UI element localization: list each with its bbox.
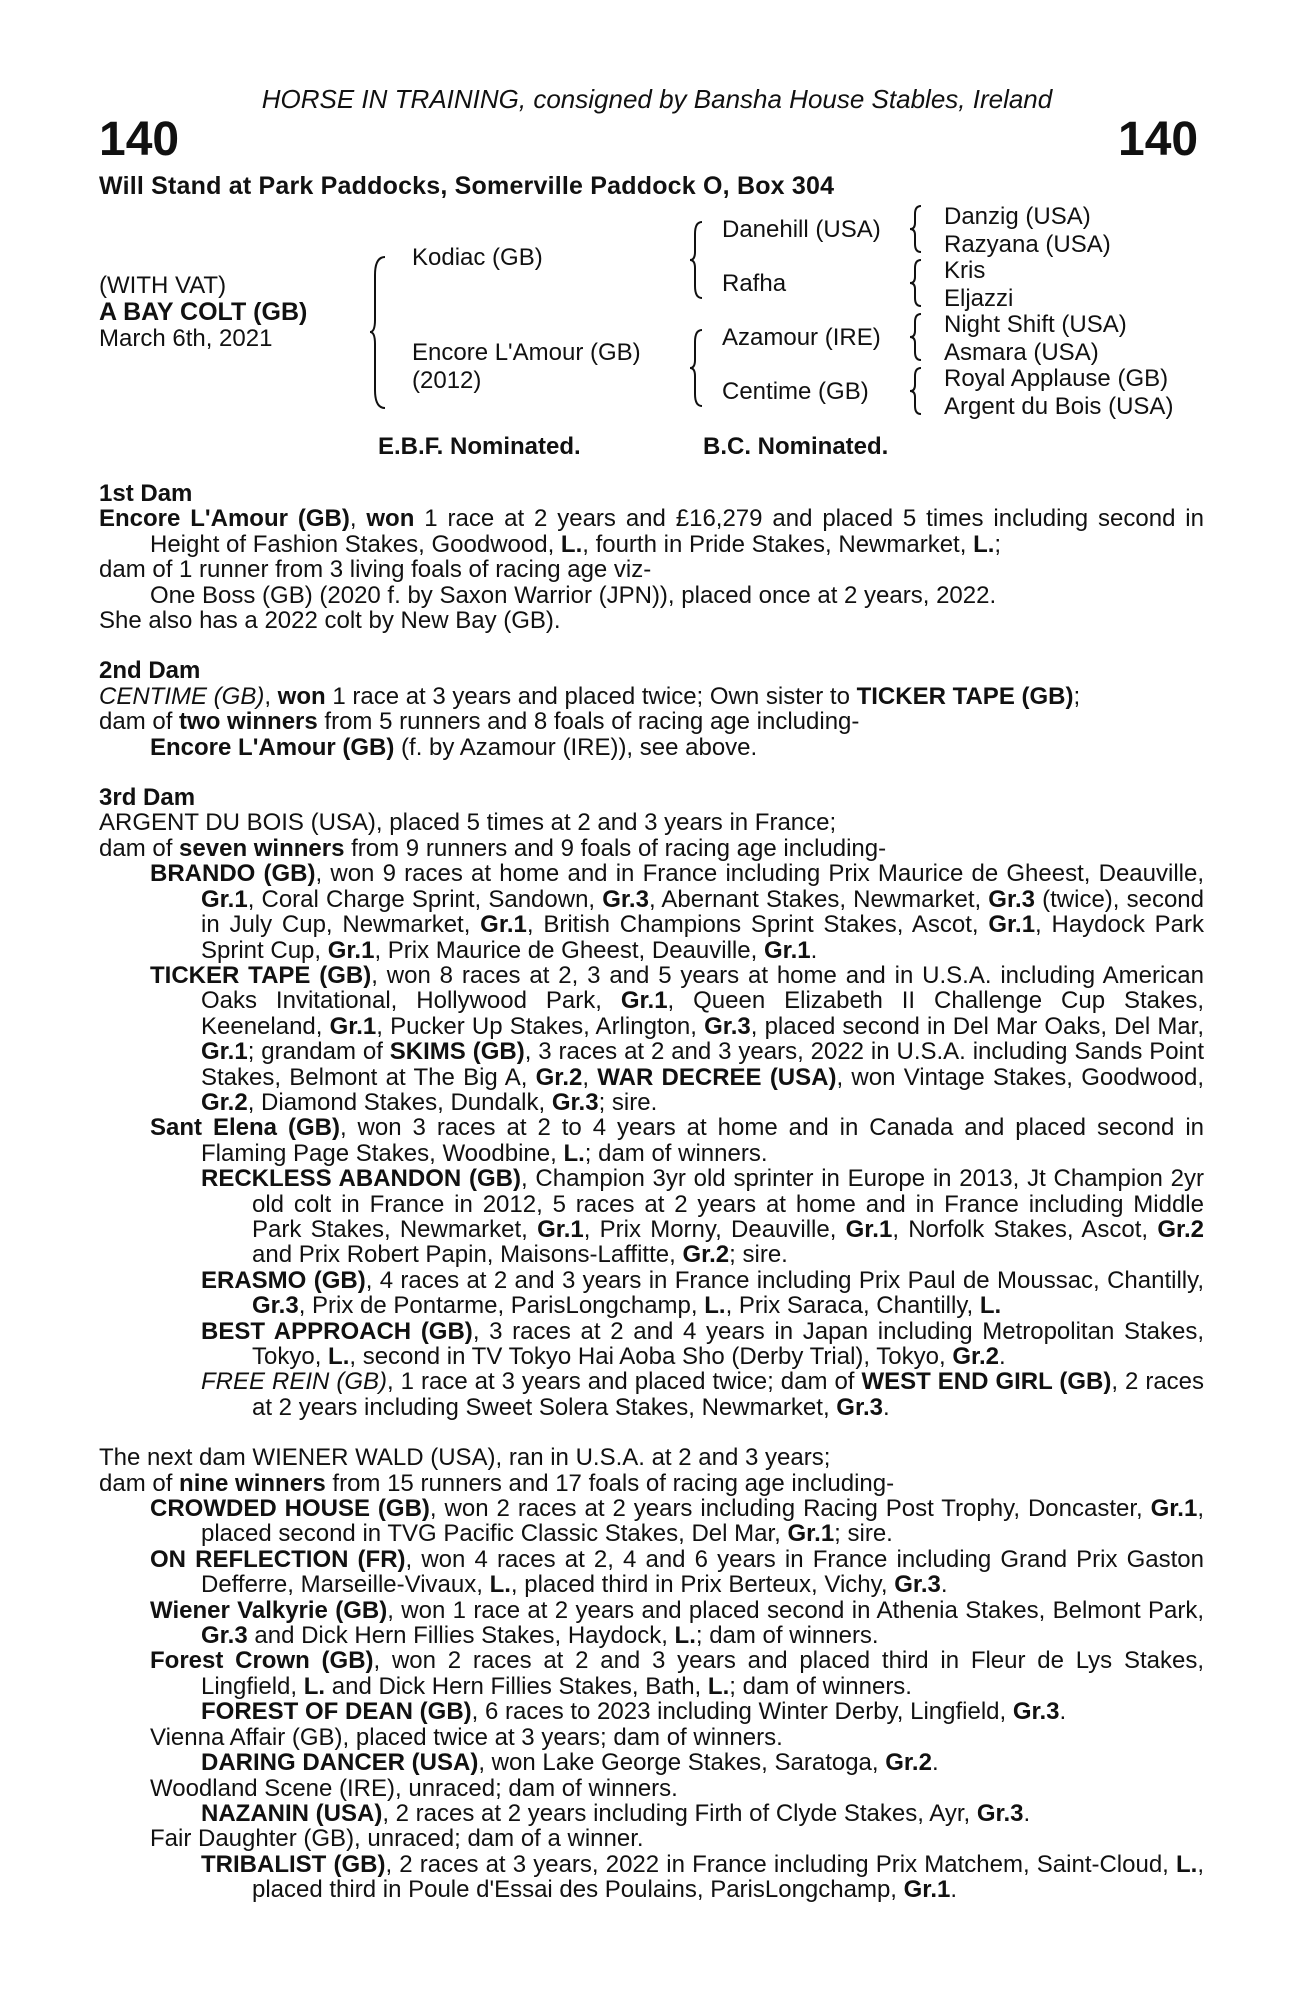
entry-text-segment: , British Champions Sprint Stakes, Ascot, [526, 911, 989, 939]
entry-text-segment: , Norfolk Stakes, Ascot, [892, 1215, 1158, 1243]
race-grade: Gr.1 [201, 1038, 248, 1066]
entry-text-segment: , won 4 races at 2, 4 and 6 years in France including Grand Prix Gaston Defferre, Marseille-Vivaux, [201, 1545, 1205, 1599]
entry-text-segment: , Prix Maurice de Gheest, Deauville, [374, 936, 764, 964]
entry-text-segment: , won 2 races at 2 and 3 years and placed third in Fleur de Lys Stakes, Lingfield, [201, 1647, 1204, 1700]
third-dam-produce: dam of seven winners from 9 runners and 9 foals of racing age including- [99, 834, 887, 862]
entry-text [201, 860, 1204, 963]
entry-text-segment: , Pucker Up Stakes, Arlington, [376, 1012, 705, 1040]
foaling-date: March 6th, 2021 [99, 325, 273, 352]
first-dam-foal: One Boss (GB) (2020 f. by Saxon Warrior (JPN)), placed once at 2 years, 2022. [150, 581, 997, 609]
entry-text [252, 1368, 1204, 1420]
entry-text-segment: ; dam of winners. [584, 1139, 768, 1167]
nazanin-entry: NAZANIN (USA), 2 races at 2 years including Firth of Clyde Stakes, Ayr, Gr.3. [201, 1799, 1031, 1827]
entry-text-segment: , Prix Morny, Deauville, [583, 1215, 846, 1243]
sire-sire-dam: Razyana (USA) [944, 231, 1111, 258]
race-grade: Gr.1 [763, 936, 811, 964]
first-dam-produce: dam of 1 runner from 3 living foals of racing age viz- [99, 556, 652, 584]
entry-text-segment: and Prix Robert Papin, Maisons-Laffitte, [252, 1241, 683, 1269]
entry-text-segment: ; dam of winners. [729, 1672, 912, 1700]
race-grade: L. [1176, 1850, 1198, 1878]
next-dam-record: The next dam WIENER WALD (USA), ran in U.S.A. at 2 and 3 years; [99, 1444, 831, 1472]
sire-dam: Rafha [722, 270, 787, 297]
forest-of-dean-entry: FOREST OF DEAN (GB), 6 races to 2023 including Winter Derby, Lingfield, Gr.3. [201, 1698, 1067, 1726]
brace-sd [910, 258, 924, 308]
horse-description: A BAY COLT (GB) [99, 298, 308, 326]
forest-crown-entry: Forest Crown (GB), won 2 races at 2 and 3 years and placed third in Fleur de Lys Stakes, Lingfield, L. and Dick Hern Fillies Stakes, Bath, L.; dam of winners. [150, 1647, 1204, 1700]
race-grade: Gr.3 [201, 1622, 248, 1650]
race-grade: Gr.3 [976, 1799, 1024, 1827]
bc-nominated: B.C. Nominated. [703, 433, 889, 460]
entry-text-segment: , won 9 races at home and in France including Prix Maurice de Gheest, Deauville, [315, 860, 1205, 888]
entry-text [472, 1698, 1067, 1725]
race-grade: L. [328, 1343, 350, 1370]
entry-text-segment: , 2 races at 2 years including Sweet Solera Stakes, Newmarket, [252, 1368, 1205, 1421]
entry-text-segment: , 2 races at 3 years, 2022 in France including Prix Matchem, Saint-Cloud, [385, 1850, 1176, 1878]
second-dam-record: CENTIME (GB), won 1 race at 3 years and placed twice; Own sister to TICKER TAPE (GB); [99, 682, 1081, 710]
race-grade: Gr.1 [201, 885, 248, 913]
dam-sire: Azamour (IRE) [722, 324, 881, 351]
sire-dam-dam: Eljazzi [944, 285, 1014, 312]
lot-number-right: 140 [1118, 113, 1199, 166]
race-grade: L. [563, 1139, 585, 1167]
entry-text-segment: , Prix Saraca, Chantilly, [725, 1292, 980, 1320]
next-dam-produce: dam of nine winners from 15 runners and 17 foals of racing age including- [99, 1469, 895, 1497]
entry-text-segment: . [1059, 1698, 1067, 1726]
entry-text-segment: . [882, 1393, 890, 1421]
entry-text-segment: ; sire. [598, 1088, 658, 1116]
entry-text-segment: , Queen Elizabeth II Challenge Cup Stakes, Keeneland, [201, 987, 1205, 1040]
free-rein-entry: FREE REIN (GB), 1 race at 3 years and placed twice; dam of WEST END GIRL (GB), 2 races at 2 years including Sweet Solera Stakes, Newmarket, Gr.3. [201, 1368, 1205, 1421]
entry-text-segment: (twice), second in July Cup, Newmarket, [201, 885, 1204, 939]
vienna-affair-entry: Vienna Affair (GB), placed twice at 3 years; dam of winners. [150, 1723, 783, 1751]
catalogue-body [99, 481, 1204, 1903]
dam-name: Encore L'Amour (GB) [412, 339, 641, 366]
vat-note: (WITH VAT) [99, 272, 227, 299]
brace-ss [910, 204, 924, 254]
entry-text-segment: , placed third in Prix Berteux, Vichy, [510, 1571, 895, 1599]
race-grade: Gr.1 [329, 1012, 377, 1040]
entry-text-segment: . [940, 1571, 948, 1599]
second-dam-produce: dam of two winners from 5 runners and 8 foals of racing age including- [99, 708, 860, 736]
entry-text-segment: , Coral Charge Sprint, Sandown, [247, 885, 603, 913]
race-grade: Gr.3 [1012, 1698, 1060, 1726]
first-dam-heading: 1st Dam [99, 480, 193, 507]
reckless-abandon-entry: RECKLESS ABANDON (GB), Champion 3yr old sprinter in Europe in 2013, Jt Champion 2yr old colt in France in 2012, 5 races at 2 years at home and in France including Middle Park Stakes, Newmarket, Gr.1, Prix Morny, Deauville, Gr.1, Norfolk Stakes, Ascot, Gr.2 and Prix Robert Papin, Maisons-Laffitte, Gr.2; sire. [201, 1165, 1205, 1269]
brace-dd [910, 366, 924, 416]
race-grade: Gr.2 [682, 1241, 730, 1269]
sant-elena-entry: Sant Elena (GB), won 3 races at 2 to 4 years at home and in Canada and placed second in Flaming Page Stakes, Woodbine, L.; dam of winners. [150, 1114, 1204, 1167]
entry-text-segment: , 1 race at 3 years and placed twice; dam of [387, 1368, 862, 1396]
entry-text-segment: . [931, 1749, 939, 1777]
race-grade: L. [704, 1292, 726, 1320]
entry-text-segment: , Champion 3yr old sprinter in Europe in 2013, Jt Champion 2yr old colt in France in 2012, 5 races at 2 years at home and in France including Middle Park Stakes, Newmarket, [252, 1165, 1205, 1243]
race-grade: Gr.2 [1157, 1215, 1205, 1243]
entry-text-segment: , second in TV Tokyo Hai Aoba Sho (Derby Trial), Tokyo, [349, 1343, 953, 1370]
entry-text-segment: and Dick Hern Fillies Stakes, Bath, [325, 1672, 708, 1700]
race-grade: Gr.1 [480, 911, 527, 939]
stand-location: Will Stand at Park Paddocks, Somerville Paddock O, Box 304 [99, 172, 835, 200]
race-grade: Gr.3 [988, 885, 1035, 913]
entry-text-segment: . [1023, 1799, 1031, 1827]
entry-text-segment: , won Lake George Stakes, Saratoga, [478, 1749, 886, 1777]
race-grade: Gr.1 [787, 1520, 835, 1548]
race-grade: Gr.1 [537, 1215, 584, 1243]
entry-text [478, 1749, 938, 1776]
entry-text-segment: ; grandam of [247, 1038, 390, 1066]
race-grade: Gr.1 [1150, 1495, 1198, 1523]
race-grade: Gr.3 [704, 1012, 751, 1040]
dam-sire-brace [370, 255, 390, 410]
entry-text [252, 1851, 1204, 1903]
first-dam-name: Encore L'Amour (GB) [99, 505, 350, 533]
entry-text-segment: , 3 races at 2 and 4 years in Japan including Metropolitan Stakes, Tokyo, [252, 1317, 1205, 1370]
sire-parents-brace [690, 220, 706, 300]
entry-text-segment: , placed second in Del Mar Oaks, Del Mar, [750, 1012, 1204, 1040]
race-grade: Gr.3 [551, 1088, 599, 1116]
second-dam-name: CENTIME (GB) [99, 682, 265, 710]
race-grade: L. [303, 1672, 326, 1700]
entry-text-segment: , 3 races at 2 and 3 years, 2022 in U.S.A. including Sands Point Stakes, Belmont at The Big A, [201, 1038, 1204, 1091]
race-grade: Gr.1 [903, 1876, 951, 1904]
ticker-tape-entry: TICKER TAPE (GB), won 8 races at 2, 3 and 5 years at home and in U.S.A. including American Oaks Invitational, Hollywood Park, Gr.1, Queen Elizabeth II Challenge Cup Stakes, Keeneland, Gr.1, Pucker Up Stakes, Arlington, Gr.3, placed second in Del Mar Oaks, Del Mar, Gr.1; grandam of SKIMS (GB), 3 races at 2 and 3 years, 2022 in U.S.A. including Sands Point Stakes, Belmont at The Big A, Gr.2, WAR DECREE (USA), won Vintage Stakes, Goodwood, Gr.2, Diamond Stakes, Dundalk, Gr.3; sire. [150, 961, 1205, 1116]
race-grade: Gr.2 [952, 1343, 1000, 1370]
race-grade: L. [707, 1672, 730, 1700]
best-approach-entry: BEST APPROACH (GB), 3 races at 2 and 4 years in Japan including Metropolitan Stakes, Tokyo, L., second in TV Tokyo Hai Aoba Sho (Derby Trial), Tokyo, Gr.2. [201, 1317, 1205, 1370]
race-grade: Gr.2 [885, 1749, 932, 1777]
entry-text-segment: , [582, 1063, 598, 1091]
entry-text-segment: and Dick Hern Fillies Stakes, Haydock, [247, 1622, 675, 1650]
race-grade: Gr.3 [836, 1393, 883, 1421]
entry-text-segment: . [999, 1343, 1006, 1370]
race-grade: Gr.2 [535, 1063, 583, 1091]
brace-ds [910, 312, 924, 362]
entry-text-segment: , 4 races at 2 and 3 years in France including Prix Paul de Moussac, Chantilly, [365, 1266, 1204, 1294]
wiener-valkyrie-entry: Wiener Valkyrie (GB), won 1 race at 2 years and placed second in Athenia Stakes, Belmont Park, Gr.3 and Dick Hern Fillies Stakes, Haydock, L.; dam of winners. [150, 1596, 1205, 1650]
race-grade: WAR DECREE (USA) [597, 1063, 837, 1091]
second-dam-foal: Encore L'Amour (GB) (f. by Azamour (IRE)), see above. [150, 733, 758, 761]
dam-dam: Centime (GB) [722, 378, 869, 405]
dam-dam-dam: Argent du Bois (USA) [944, 393, 1174, 420]
tribalist-entry: TRIBALIST (GB), 2 races at 3 years, 2022 in France including Prix Matchem, Saint-Cloud, L., placed third in Poule d'Essai des Poulains, ParisLongchamp, Gr.1. [201, 1850, 1204, 1904]
first-dam-colt: She also has a 2022 colt by New Bay (GB). [99, 607, 561, 635]
race-grade: Gr.3 [252, 1292, 299, 1320]
entry-text-segment: , Prix de Pontarme, ParisLongchamp, [298, 1292, 705, 1320]
dam-sire-dam: Asmara (USA) [944, 339, 1099, 366]
on-reflection-entry: ON REFLECTION (FR), won 4 races at 2, 4 and 6 years in France including Grand Prix Gaston Defferre, Marseille-Vivaux, L., placed third in Prix Berteux, Vichy, Gr.3. [150, 1545, 1205, 1599]
brando-entry: BRANDO (GB), won 9 races at home and in France including Prix Maurice de Gheest, Deauville, Gr.1, Coral Charge Sprint, Sandown, Gr.3, Abernant Stakes, Newmarket, Gr.3 (twice), second in July Cup, Newmarket, Gr.1, British Champions Sprint Stakes, Ascot, Gr.1, Haydock Park Sprint Cup, Gr.1, Prix Maurice de Gheest, Deauville, Gr.1. [150, 860, 1205, 964]
sire-dam-sire: Kris [944, 257, 986, 284]
entry-text-segment: , 6 races to 2023 including Winter Derby, Lingfield, [471, 1698, 1013, 1726]
erasmo-entry: ERASMO (GB), 4 races at 2 and 3 years in France including Prix Paul de Moussac, Chantilly, Gr.3, Prix de Pontarme, ParisLongchamp, L., Prix Saraca, Chantilly, L. [201, 1266, 1204, 1320]
entry-text-segment: , won 2 races at 2 years including Racing Post Trophy, Doncaster, [429, 1495, 1151, 1523]
dam-dam-sire: Royal Applause (GB) [944, 365, 1169, 392]
entry-text-segment: , won 1 race at 2 years and placed second in Athenia Stakes, Belmont Park, [387, 1596, 1205, 1624]
entry-text-segment: , won Vintage Stakes, Goodwood, [836, 1063, 1204, 1091]
race-grade: SKIMS (GB) [389, 1038, 525, 1066]
consignor-header: HORSE IN TRAINING, consigned by Bansha House Stables, Ireland [261, 84, 1053, 114]
entry-text-segment: ; sire. [729, 1241, 788, 1269]
race-grade: Gr.1 [845, 1215, 893, 1243]
entry-text-segment: , Diamond Stakes, Dundalk, [247, 1088, 552, 1116]
entry-text-segment: ; dam of winners. [695, 1622, 879, 1650]
entry-text [201, 1114, 1204, 1166]
dam-year: (2012) [412, 367, 482, 394]
sire-sire-sire: Danzig (USA) [944, 203, 1091, 230]
lot-number-left: 140 [99, 113, 180, 166]
entry-text-segment: , Haydock Park Sprint Cup, [201, 911, 1204, 964]
race-grade: L. [979, 1292, 1002, 1320]
crowded-house-entry: CROWDED HOUSE (GB), won 2 races at 2 years including Racing Post Trophy, Doncaster, Gr.1, placed second in TVG Pacific Classic Stakes, Del Mar, Gr.1; sire. [150, 1495, 1204, 1548]
race-grade: Gr.2 [201, 1088, 248, 1116]
entry-text-segment: , won 3 races at 2 to 4 years at home and in Canada and placed second in Flaming Page Stakes, Woodbine, [201, 1114, 1204, 1167]
fair-daughter-entry: Fair Daughter (GB), unraced; dam of a winner. [150, 1825, 644, 1853]
sire-name: Kodiac (GB) [412, 244, 543, 271]
entry-text-segment: . [950, 1876, 958, 1904]
woodland-scene-entry: Woodland Scene (IRE), unraced; dam of winners. [150, 1774, 678, 1802]
race-grade: L. [489, 1571, 511, 1599]
entry-text-segment: , placed third in Poule d'Essai des Poulains, ParisLongchamp, [252, 1850, 1204, 1904]
entry-text [252, 1267, 1204, 1319]
daring-dancer-entry: DARING DANCER (USA), won Lake George Stakes, Saratoga, Gr.2. [201, 1749, 939, 1777]
sire-sire: Danehill (USA) [722, 216, 881, 243]
first-dam-record: Encore L'Amour (GB), won 1 race at 2 years and £16,279 and placed 5 times including second in Height of Fashion Stakes, Goodwood, L., fourth in Pride Stakes, Newmarket, L.; [99, 505, 1204, 558]
entry-text-segment: ; sire. [834, 1520, 893, 1548]
entry-text-segment: , placed second in TVG Pacific Classic Stakes, Del Mar, [201, 1495, 1204, 1548]
entry-text-segment: . [810, 936, 818, 964]
entry-text [382, 1800, 1030, 1827]
race-grade: WEST END GIRL (GB) [861, 1368, 1112, 1396]
race-grade: Gr.3 [894, 1571, 941, 1599]
race-grade: Gr.1 [327, 936, 375, 964]
entry-text-segment: , Abernant Stakes, Newmarket, [648, 885, 989, 913]
third-dam-heading: 3rd Dam [99, 784, 196, 812]
entry-text-segment: , 2 races at 2 years including Firth of Clyde Stakes, Ayr, [382, 1799, 977, 1827]
race-grade: Gr.1 [988, 911, 1036, 939]
ebf-nominated: E.B.F. Nominated. [378, 433, 581, 460]
third-dam-record: ARGENT DU BOIS (USA), placed 5 times at 2 and 3 years in France; [99, 809, 837, 837]
race-grade: Gr.1 [620, 987, 668, 1015]
dam-sire-sire: Night Shift (USA) [944, 311, 1127, 338]
second-dam-heading: 2nd Dam [99, 657, 201, 685]
race-grade: L. [674, 1622, 696, 1650]
dam-parents-brace [690, 328, 706, 408]
race-grade: Gr.3 [602, 885, 649, 913]
entry-text-segment: , won 8 races at 2, 3 and 5 years at home and in U.S.A. including American Oaks Invitational, Hollywood Park, [201, 961, 1204, 1015]
